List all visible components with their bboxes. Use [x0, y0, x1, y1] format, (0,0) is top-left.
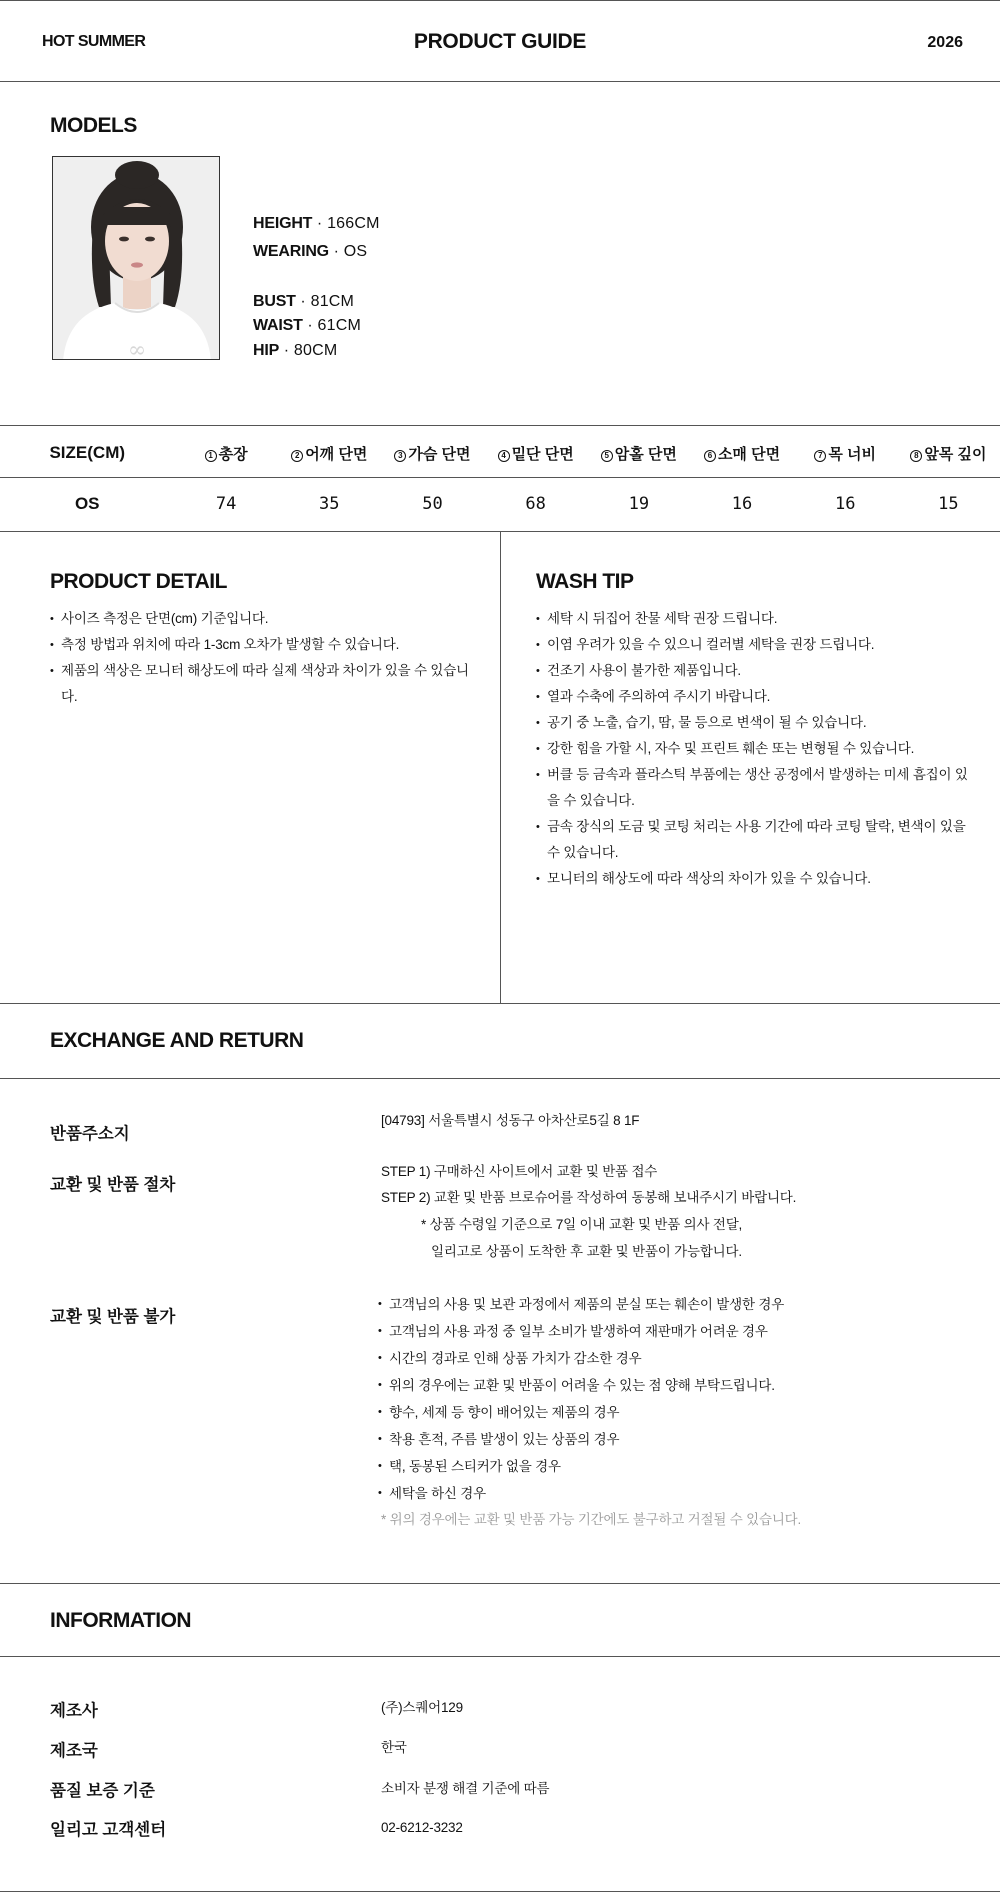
bottom-border — [0, 1891, 1000, 1892]
list-item: • 세탁을 하신 경우 — [378, 1480, 978, 1507]
size-col-header: 3 가슴 단면 — [381, 443, 484, 464]
list-item: • 제품의 색상은 모니터 해상도에 따라 실제 색상과 차이가 있을 수 있습니다. — [50, 658, 480, 710]
size-col-header: 4 밑단 단면 — [484, 443, 587, 464]
model-bust: BUST · 81CM — [253, 293, 355, 310]
svg-text:∞: ∞ — [127, 338, 147, 360]
procedure-label: 교환 및 반품 절차 — [50, 1176, 176, 1194]
size-value: 16 — [834, 494, 856, 514]
model-photo — [52, 156, 220, 360]
list-item: • 열과 수축에 주의하여 주시기 바랍니다. — [536, 684, 976, 710]
size-header-label: SIZE(CM) — [49, 443, 126, 462]
section-divider — [0, 1583, 1000, 1584]
size-table-top-border — [0, 425, 1000, 426]
info-label-manufacturer: 제조사 — [50, 1702, 98, 1720]
section-divider — [0, 1003, 1000, 1004]
header-divider — [0, 81, 1000, 82]
size-value: 15 — [938, 494, 959, 514]
size-value: 74 — [215, 494, 237, 514]
list-item: • 이염 우려가 있을 수 있으니 컬러별 세탁을 권장 드립니다. — [536, 632, 976, 658]
size-col-header: 2 어깨 단면 — [278, 443, 381, 464]
list-item: • 향수, 세제 등 향이 배어있는 제품의 경우 — [378, 1399, 978, 1426]
year-label: 2026 — [927, 34, 963, 51]
unavailable-label: 교환 및 반품 불가 — [50, 1308, 176, 1326]
size-col-header: 5 암홀 단면 — [587, 443, 690, 464]
address-value: [04793] 서울특별시 성동구 아차산로5길 8 1F — [381, 1113, 640, 1128]
list-item: • 건조기 사용이 불가한 제품입니다. — [536, 658, 976, 684]
list-item: • 위의 경우에는 교환 및 반품이 어려울 수 있는 점 양해 부탁드립니다. — [378, 1372, 978, 1399]
info-value-country: 한국 — [381, 1740, 407, 1755]
exchange-note: * 위의 경우에는 교환 및 반품 가능 기간에도 불구하고 거절될 수 있습니다. — [381, 1512, 802, 1527]
list-item: • 사이즈 측정은 단면(cm) 기준입니다. — [50, 606, 480, 632]
product-detail-title: PRODUCT DETAIL — [50, 570, 227, 593]
list-item: • 시간의 경과로 인해 상품 가치가 감소한 경우 — [378, 1345, 978, 1372]
size-value: 16 — [731, 494, 753, 514]
size-table-header — [0, 443, 1000, 464]
size-name: OS — [74, 494, 100, 513]
models-title: MODELS — [50, 114, 137, 137]
procedure-step-2: STEP 2) 교환 및 반품 브로슈어를 작성하여 동봉해 보내주시기 바랍니다. — [381, 1190, 797, 1205]
info-label-country: 제조국 — [50, 1742, 98, 1760]
size-col-header: 1 총장 — [174, 443, 277, 464]
procedure-note-2: 일리고로 상품이 도착한 후 교환 및 반품이 가능합니다. — [431, 1244, 742, 1259]
list-item: • 강한 힘을 가할 시, 자수 및 프린트 훼손 또는 변형될 수 있습니다. — [536, 736, 976, 762]
table-row — [0, 494, 1000, 514]
size-col-header: 7 목 너비 — [794, 443, 897, 464]
page-title: PRODUCT GUIDE — [413, 30, 587, 53]
information-divider — [0, 1656, 1000, 1657]
model-hip: HIP · 80CM — [253, 342, 338, 359]
info-value-quality: 소비자 분쟁 해결 기준에 따름 — [381, 1781, 550, 1796]
column-divider — [500, 531, 501, 1004]
brand-tagline: HOT SUMMER — [42, 33, 146, 50]
exchange-title: EXCHANGE AND RETURN — [50, 1029, 304, 1052]
procedure-note-1: * 상품 수령일 기준으로 7일 이내 교환 및 반품 의사 전달, — [421, 1217, 743, 1232]
address-label: 반품주소지 — [50, 1125, 130, 1143]
exchange-divider — [0, 1078, 1000, 1079]
list-item: • 버클 등 금속과 플라스틱 부품에는 생산 공정에서 발생하는 미세 흠집이 있을 수 있습니다. — [536, 762, 976, 814]
unavailable-list — [378, 1291, 978, 1507]
model-waist: WAIST · 61CM — [253, 317, 361, 334]
list-item: • 금속 장식의 도금 및 코팅 처리는 사용 기간에 따라 코팅 탈락, 변색이 있을 수 있습니다. — [536, 814, 976, 866]
size-col-header: 8 앞목 깊이 — [897, 443, 1000, 464]
info-value-customer-center: 02-6212-3232 — [381, 1820, 463, 1835]
list-item: • 고객님의 사용 과정 중 일부 소비가 발생하여 재판매가 어려운 경우 — [378, 1318, 978, 1345]
list-item: • 세탁 시 뒤집어 찬물 세탁 권장 드립니다. — [536, 606, 976, 632]
wash-tip-list — [536, 606, 976, 892]
info-value-manufacturer: (주)스퀘어129 — [381, 1700, 463, 1715]
info-label-quality: 품질 보증 기준 — [50, 1782, 155, 1800]
list-item: • 택, 동봉된 스티커가 없을 경우 — [378, 1453, 978, 1480]
model-height: HEIGHT · 166CM — [253, 215, 380, 232]
information-title: INFORMATION — [50, 1609, 192, 1632]
top-border — [0, 0, 1000, 1]
size-col-header: 6 소매 단면 — [690, 443, 793, 464]
size-value: 35 — [319, 494, 340, 514]
size-value: 50 — [422, 494, 443, 514]
procedure-step-1: STEP 1) 구매하신 사이트에서 교환 및 반품 접수 — [381, 1164, 658, 1179]
wash-tip-title: WASH TIP — [536, 570, 634, 593]
size-value: 19 — [628, 494, 650, 514]
product-detail-list — [50, 606, 480, 710]
model-wearing: WEARING · OS — [253, 243, 368, 260]
list-item: • 공기 중 노출, 습기, 땀, 물 등으로 변색이 될 수 있습니다. — [536, 710, 976, 736]
size-value: 68 — [525, 494, 546, 514]
list-item: • 측정 방법과 위치에 따라 1-3cm 오차가 발생할 수 있습니다. — [50, 632, 480, 658]
list-item: • 모니터의 해상도에 따라 색상의 차이가 있을 수 있습니다. — [536, 866, 976, 892]
list-item: • 착용 흔적, 주름 발생이 있는 상품의 경우 — [378, 1426, 978, 1453]
size-table-mid-border — [0, 477, 1000, 478]
model-photo-illustration — [53, 157, 220, 360]
list-item: • 고객님의 사용 및 보관 과정에서 제품의 분실 또는 훼손이 발생한 경우 — [378, 1291, 978, 1318]
info-label-customer-center: 일리고 고객센터 — [50, 1821, 167, 1839]
